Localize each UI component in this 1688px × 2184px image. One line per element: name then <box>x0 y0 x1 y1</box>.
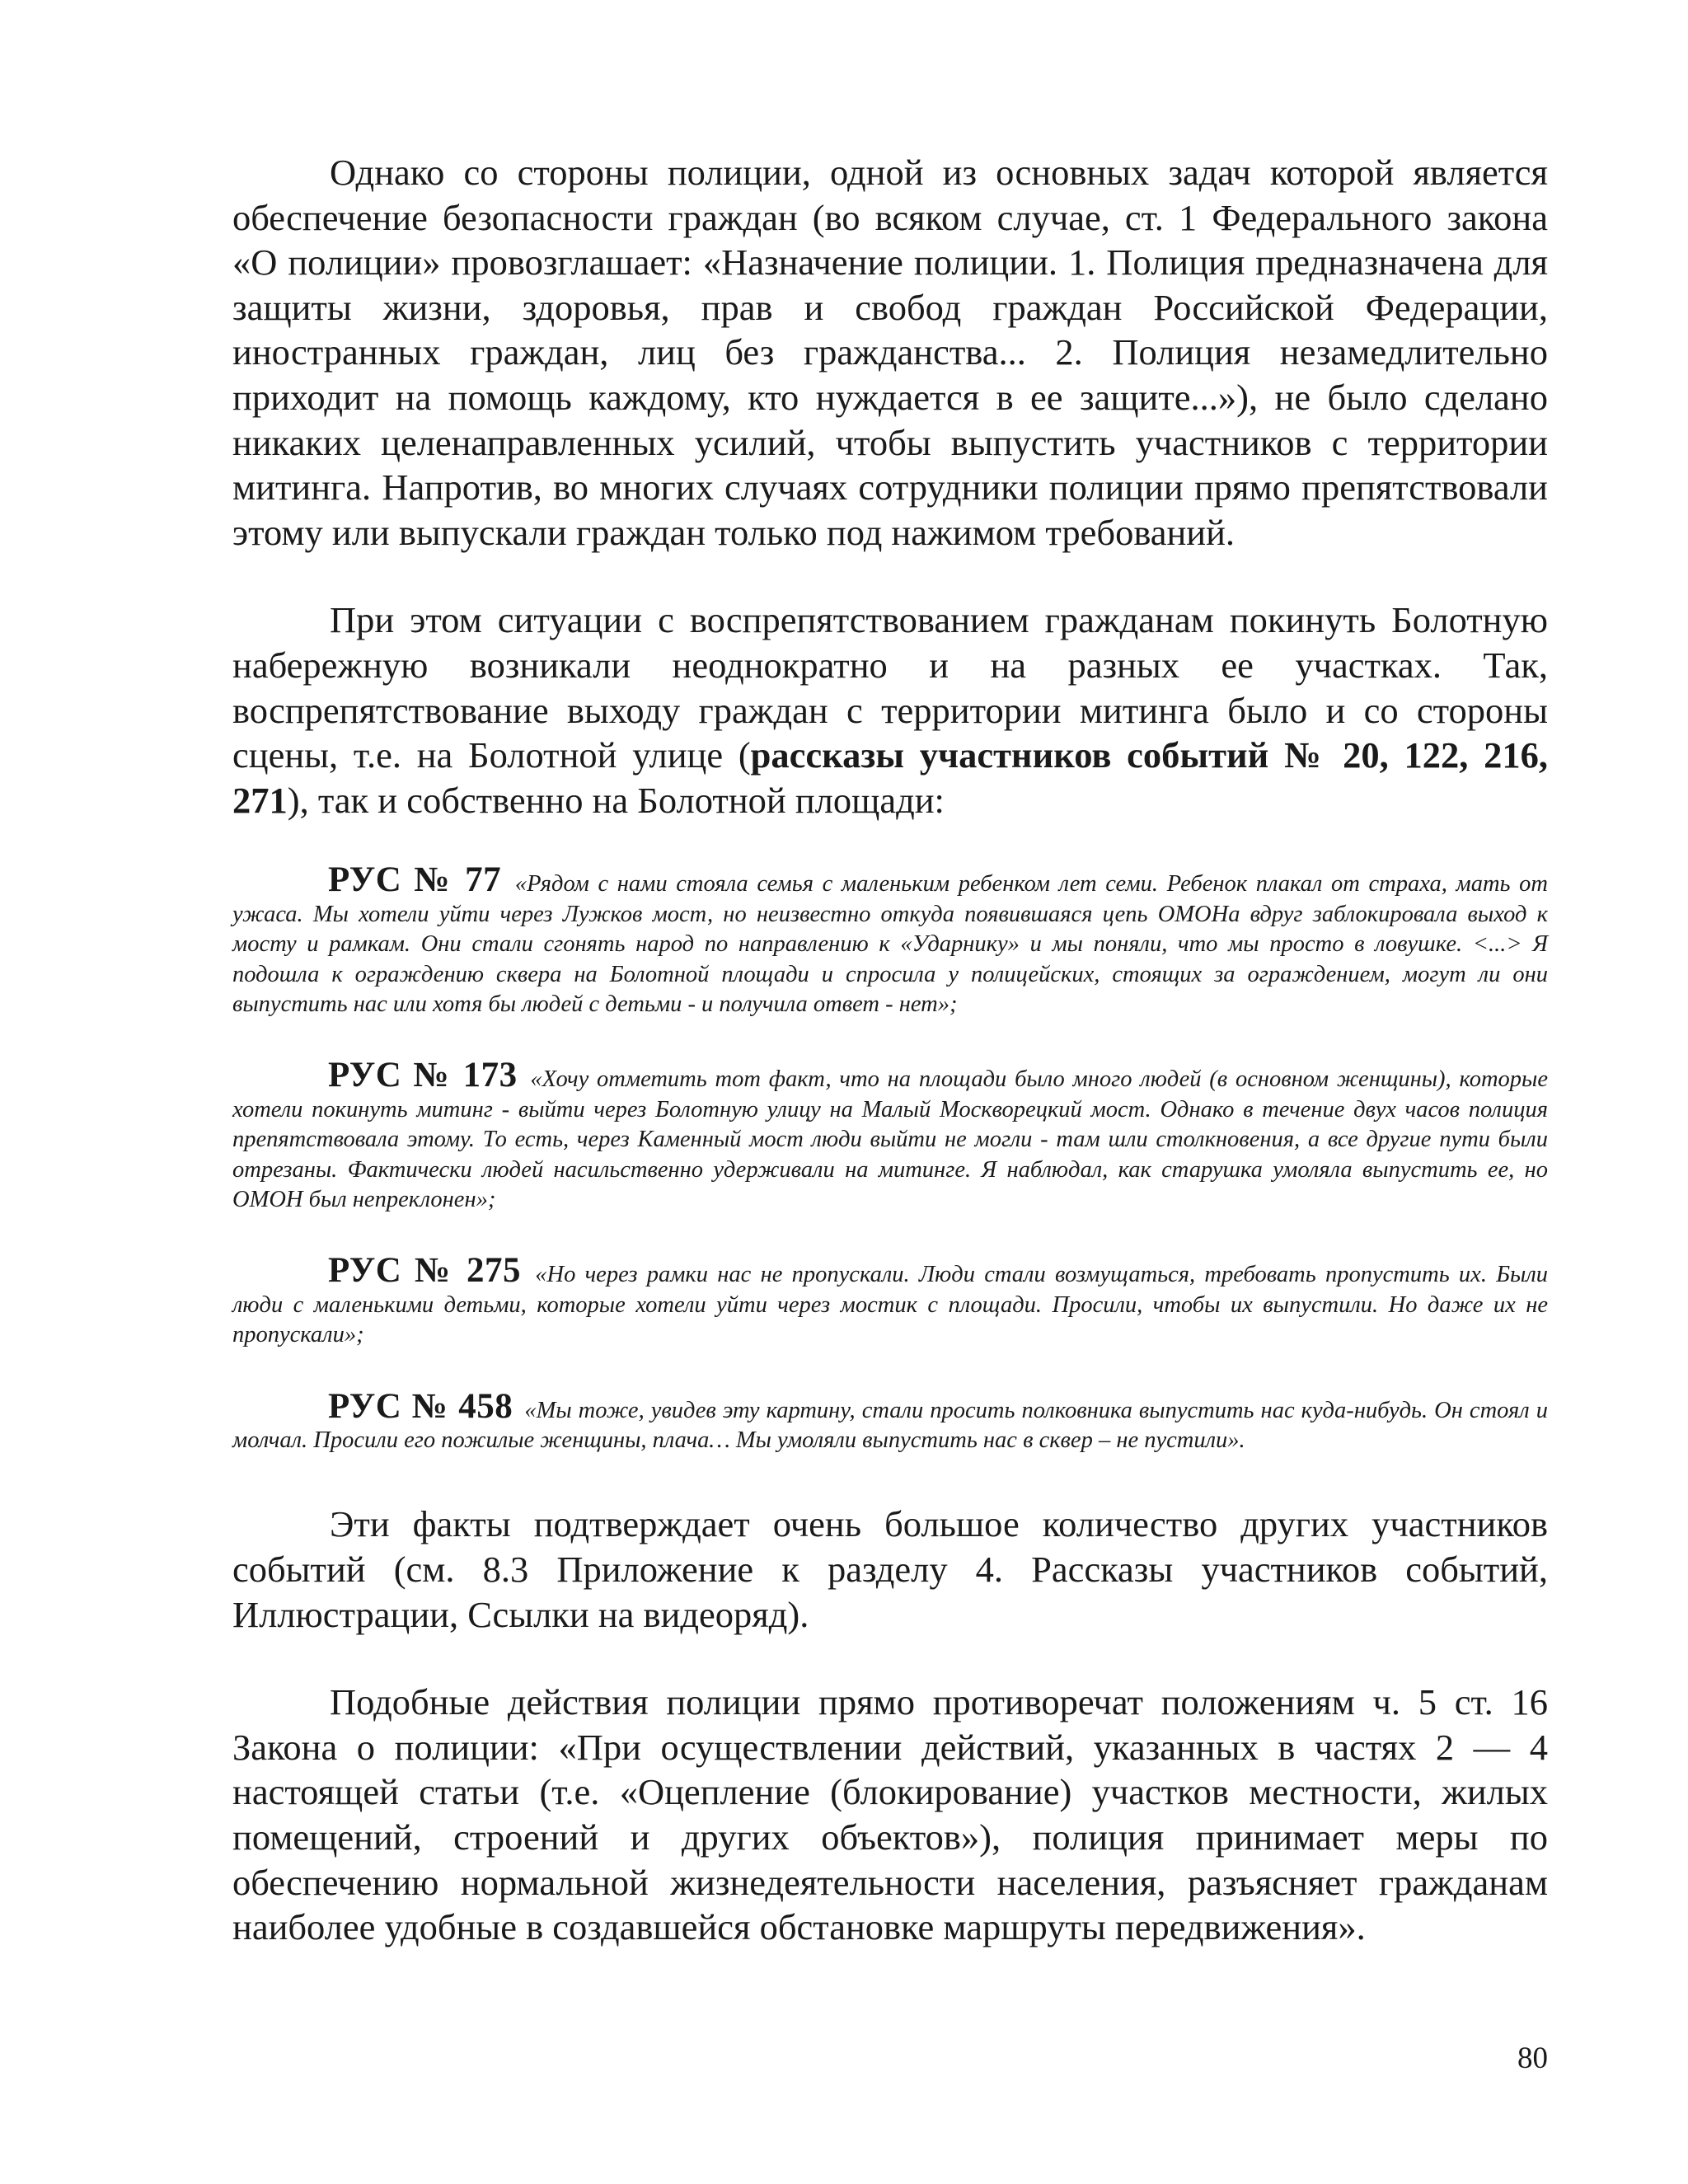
testimony-label: РУС № 275 <box>328 1251 521 1291</box>
testimony-label: РУС № 77 <box>328 860 502 900</box>
paragraph-facts-confirmed: Эти факты подтверждает очень большое количество других участников событий (см. 8.3 Приложение к разделу 4. Рассказы участников событий, Иллюстрации, Ссылки на видеоряд). <box>232 1503 1548 1635</box>
testimony-quote <box>232 860 1549 1019</box>
paragraph-text-start: При этом ситуации с воспрепятствованием гражданам покинуть Болотную набережную возникали неоднократно и на разных ее участках. Так, воспрепятствование выходу граждан с территории митинга было и со стороны сцены, т.е. на Болотной улице ( <box>232 599 1548 776</box>
paragraph-bolotnaya-situation <box>232 598 1548 823</box>
paragraph-police-duties: Однако со стороны полиции, одной из основных задач которой является обеспечение безопасности граждан (во всяком случае, ст. 1 Федерального закона «О полиции» провозглашает: «Назначение полиции. 1. Полиция предназначена для защиты жизни, здоровья, прав и свобод граждан Российской Федерации, иностранных граждан, лиц без гражданства... 2. Полиция незамедлительно приходит на помощь каждому, кто нуждается в ее защите...»), не было сделано никаких целенаправленных усилий, чтобы выпустить участников с территории митинга. Напротив, во многих случаях сотрудники полиции прямо препятствовали этому или выпускали граждан только под нажимом требований. <box>232 152 1548 553</box>
paragraph-text-end: ), так и собственно на Болотной площади: <box>287 779 945 821</box>
testimony-label: РУС № 173 <box>328 1056 518 1095</box>
testimony-quote <box>232 1056 1549 1215</box>
testimony-label: РУС № 458 <box>328 1386 513 1426</box>
page-number: 80 <box>1517 2041 1548 2075</box>
paragraph-law-contradiction: Подобные действия полиции прямо противоречат положениям ч. 5 ст. 16 Закона о полиции: «При осуществлении действий, указанных в частях 2 — 4 настоящей статьи (т.е. «Оцепление (блокирование) участков местности, жилых помещений, строений и других объектов»), полиция принимает меры по обеспечению нормальной жизнедеятельности населения, разъясняет гражданам наиболее удобные в создавшейся обстановке маршруты передвижения». <box>232 1681 1548 1948</box>
testimony-quote <box>232 1251 1549 1350</box>
testimony-quote <box>232 1386 1549 1456</box>
testimony-text: «Мы тоже, увидев эту картину, стали просить полковника выпустить нас куда-нибудь. Он стоял и молчал. Просили его пожилые женщины, плача… Мы умоляли выпустить нас в сквер – не пустили». <box>232 1397 1549 1453</box>
participant-accounts-reference: рассказы участников событий № 20, 122, 216, 271 <box>232 734 1548 821</box>
testimony-text: «Хочу отметить тот факт, что на площади было много людей (в основном женщины), которые хотели покинуть митинг - выйти через Болотную улицу на Малый Москворецкий мост. Однако в течение двух часов полиция препятствовала этому. То есть, через Каменный мост люди выйти не могли - там шли столкновения, а все другие пути были отрезаны. Фактически людей насильственно удерживали на митинге. Я наблюдал, как старушка умоляла выпустить ее, но ОМОН был непреклонен»; <box>232 1066 1549 1212</box>
document-page <box>232 150 1548 1950</box>
testimony-text: «Но через рамки нас не пропускали. Люди стали возмущаться, требовать пропустить их. Были люди с маленькими детьми, которые хотели уйти через мостик с площади. Просили, чтобы их выпустили. Но даже их не пропускали»; <box>232 1262 1549 1348</box>
testimony-text: «Рядом с нами стояла семья с маленьким ребенком лет семи. Ребенок плакал от страха, мать от ужаса. Мы хотели уйти через Лужков мост, но неизвестно откуда появившаяся цепь ОМОНа вдруг заблокировала выход к мосту и рамкам. Они стали сгонять народ по направлению к «Ударнику» и мы поняли, что мы просто в ловушке. <...> Я подошла к ограждению сквера на Болотной площади и спросила у полицейских, стоящих за ограждением, могут ли они выпустить нас или хотя бы людей с детьми - и получила ответ - нет»; <box>232 871 1549 1017</box>
